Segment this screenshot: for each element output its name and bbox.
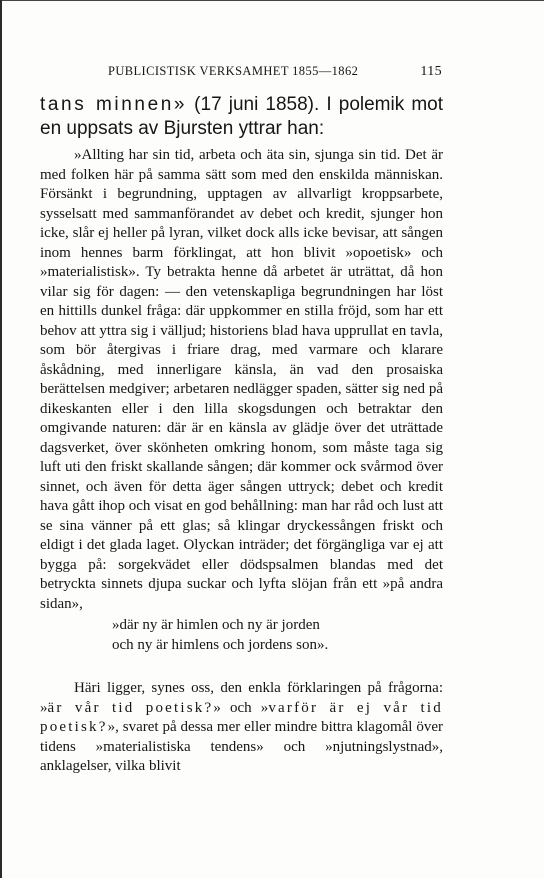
heading-text: (17 juni 1858). I polemik mot en uppsats av Bjursten yttrar han:: [40, 94, 443, 139]
paragraph-text-part2: » och »: [213, 699, 269, 716]
running-title: PUBLICISTISK VERKSAMHET 1855—1862: [108, 64, 359, 78]
paragraph-commentary: [40, 679, 443, 777]
heading-spaced-title: tans minnen»: [40, 94, 188, 115]
page-left-edge: [0, 0, 2, 878]
paragraph-text-part1: Häri ligger, synes oss, den enkla förklaringen på frågorna: »: [40, 680, 443, 716]
paragraph-text-part3: », svaret på dessa mer eller mindre bittra klagomål över tidens »materialistiska tendens» och »njutningslystnad», anklagelser, vilka blivit: [40, 719, 443, 774]
paragraph-quote: »Allting har sin tid, arbeta och äta sin, sjunga sin tid. Det är med folken här på samma sätt som med den enskilda människan. Försänkt i begrundning, upptagen av allvarligt kroppsarbete, sysselsatt med sammanförandet av debet och kredit, sjunger hon icke, slår ej heller på lyran, vilket dock alls icke bevisar, att sången inom hennes barm förklingat, att hon blivit »opoetisk» och »materialistisk». Ty betrakta henne då arbetet är uträttat, då hon vilar sig för dagen: — den vetenskapliga begrundningen har löst en hittills dunkel fråga: där uppkommer en stilla fröjd, som har ett behov att yttra sig i välljud; historiens blad hava upprullat en tavla, som bör återgivas i friare drag, med varmare och klarare åskådning, med innerligare känsla, än vad den prosaiska berättelsen medgiver; arbetaren nedlägger spaden, sätter sig ned på dikeskanten eller i den lilla skogsdungen och betraktar den omgivande naturen: där är en känsla av glädje över det uträttade dagsverket, över skönheten omkring honom, som måste taga sig luft uti den friskt skallande sången; där kommer ock svårmod över sinnet, och även för detta äger sången uttryck; debet och kredit hava gått ihop och visat en god behållning: man har råd och lust att se sina vänner på ett glas; så klingar dryckessången friskt och eldigt i det glada laget. Olyckan inträder; det förgängliga var ej att bygga på: sorgekvädet eller dödspsalmen blandas med det betryckta sinnets djupa suckar och lyfta slöjan från ett »på andra sidan»,: [40, 147, 443, 612]
verse-line-1: »där ny är himlen och ny är jorden: [112, 617, 320, 633]
page-body: [40, 93, 443, 777]
spaced-question-2: varför är ej vår tid poetisk?: [40, 699, 443, 735]
verse-line-2: och ny är himlens och jordens son».: [112, 636, 329, 653]
page-number: 115: [420, 64, 442, 79]
page-top-edge: [0, 0, 544, 1]
section-heading: [40, 93, 443, 140]
verse-quote: [112, 616, 443, 655]
spaced-question-1: är vår tid poetisk?: [47, 699, 214, 716]
